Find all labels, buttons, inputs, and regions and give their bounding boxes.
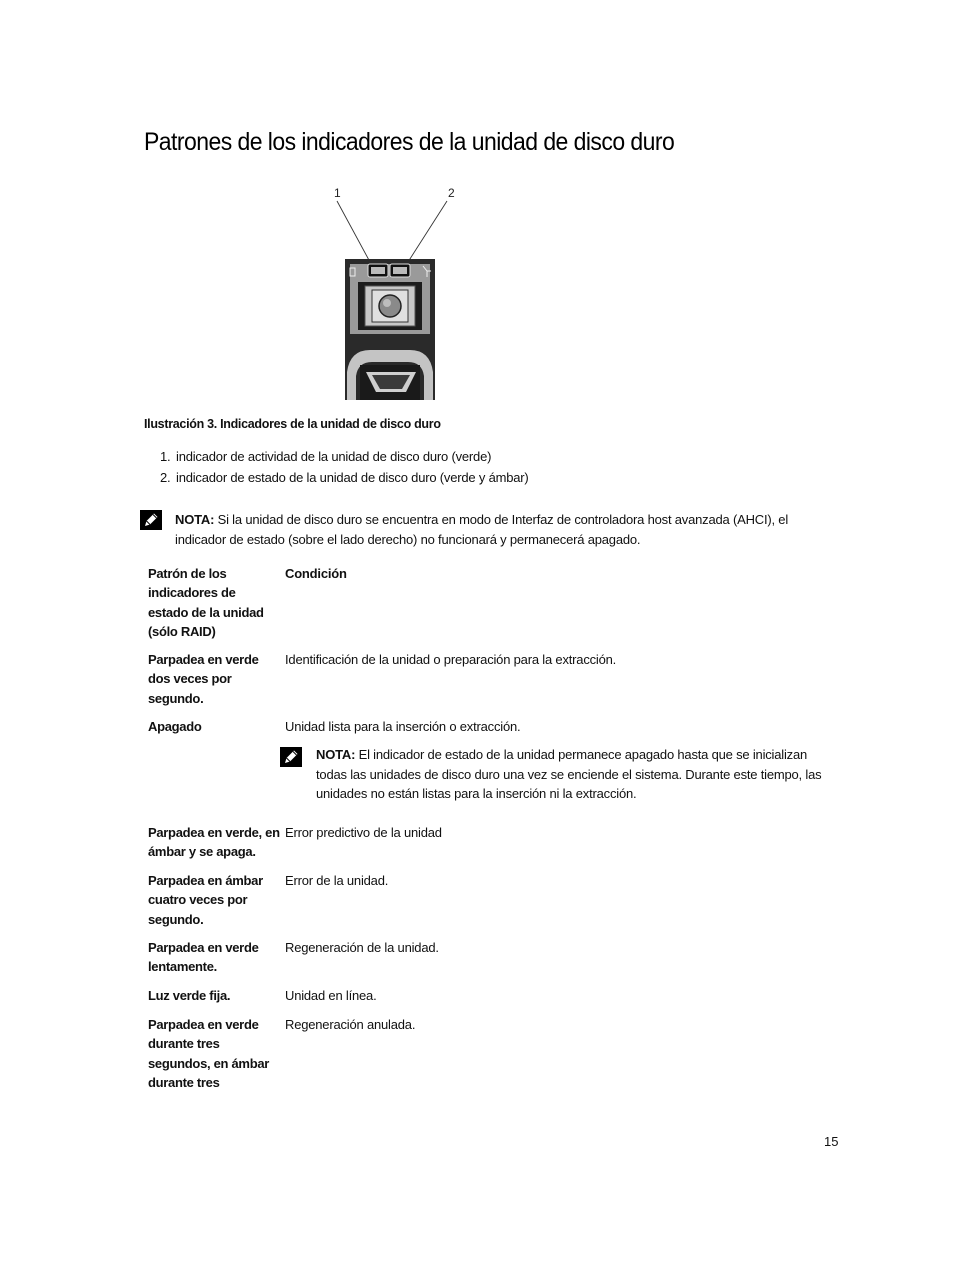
hard-drive-illustration [320,182,460,400]
status-led [393,267,407,274]
page-number: 15 [824,1134,839,1149]
note-pencil-icon [280,747,302,767]
note-pencil-icon [140,510,162,530]
activity-led [371,267,385,274]
table-header-condition: Condición [285,566,347,581]
indicator-list [160,449,529,491]
table-header-pattern: Patrón de los indicadores de estado de la unidad (sólo RAID) [148,566,264,639]
note-text: NOTA: Si la unidad de disco duro se encuentra en modo de Interfaz de controladora host avanzada (AHCI), el indicador de estado (sobre el lado derecho) no funcionará y permanecerá apagado. [175,512,789,547]
knob-highlight [383,299,391,307]
callout-2-label: 2 [448,186,455,200]
list-item: 2. indicador de estado de la unidad de disco duro (verde y ámbar) [160,470,529,485]
hard-drive-figure [320,182,460,400]
page-title: Patrones de los indicadores de la unidad de disco duro [144,128,675,156]
list-item: 1. indicador de actividad de la unidad de disco duro (verde) [160,449,492,464]
note-text: NOTA: El indicador de estado de la unidad permanece apagado hasta que se inicializan todas las unidades de disco duro una vez se enciende el sistema. Durante este tiempo, las unidades no están listas para la inserción ni la extracción. [316,747,822,801]
release-button-knob [379,295,401,317]
note-ahci [140,510,820,549]
callout-1-leader [337,201,370,262]
callout-1-label: 1 [334,186,341,200]
figure-caption: Ilustración 3. Indicadores de la unidad de disco duro [144,417,441,431]
note-status-off [280,745,840,804]
callout-2-leader [408,201,447,262]
